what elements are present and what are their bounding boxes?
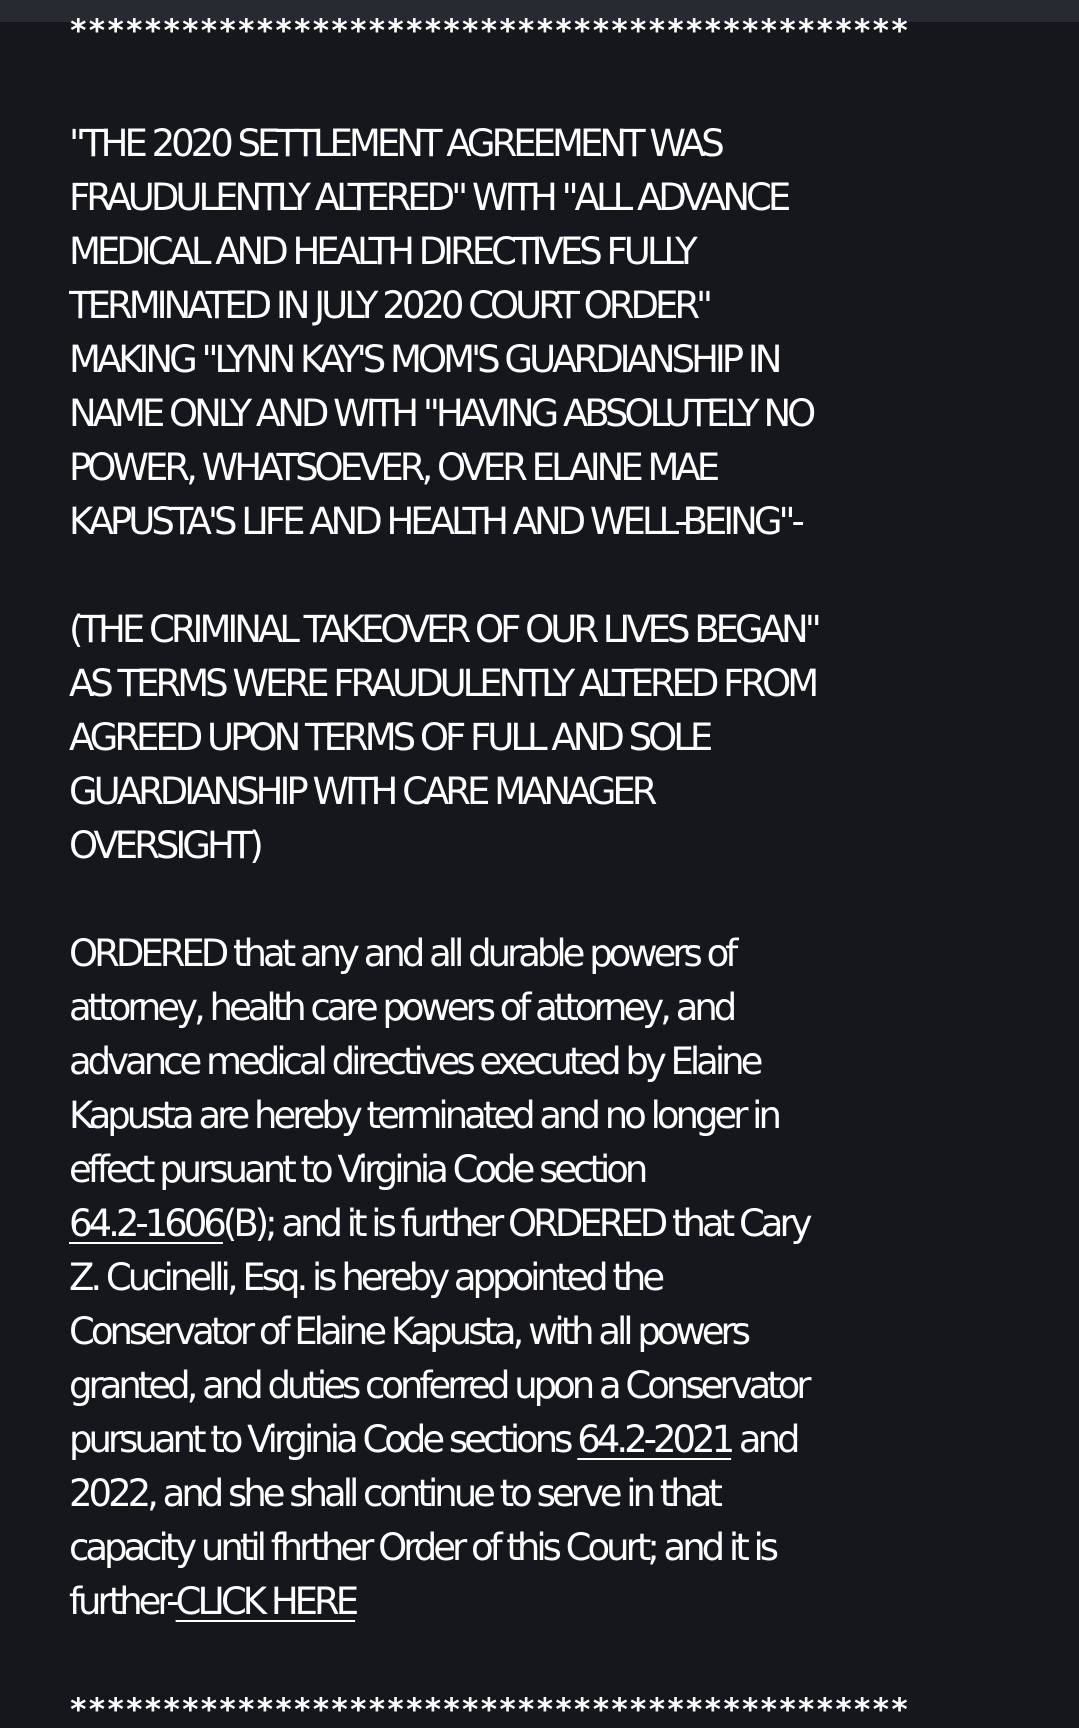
- paragraph-text: and: [731, 1418, 797, 1461]
- paragraph-line: attorney, health care powers of attorney, and: [69, 986, 734, 1029]
- paragraph-line: TERMINATED IN JULY 2020 COURT ORDER": [69, 284, 710, 327]
- paragraph-line: advance medical directives executed by Elaine: [69, 1040, 760, 1083]
- paragraph-settlement-claim: [69, 117, 1059, 549]
- paragraph-line: AGREED UPON TERMS OF FULL AND SOLE: [69, 716, 710, 759]
- paragraph-line: granted, and duties conferred upon a Conservator: [69, 1364, 808, 1407]
- paragraph-line: 2022, and she shall continue to serve in that: [69, 1472, 719, 1515]
- paragraph-line: POWER, WHATSOEVER, OVER ELAINE MAE: [69, 446, 717, 489]
- paragraph-line: MEDICAL AND HEALTH DIRECTIVES FULLY: [69, 230, 694, 273]
- separator-top: *********************************************: [69, 13, 909, 49]
- paragraph-line: AS TERMS WERE FRAUDULENTLY ALTERED FROM: [69, 662, 816, 705]
- paragraph-line: OVERSIGHT): [69, 824, 260, 867]
- paragraph-text: pursuant to Virginia Code sections: [69, 1418, 578, 1461]
- code-link-64-2-2021[interactable]: 64.2-2021: [577, 1418, 732, 1461]
- paragraph-text: (B); and it is further ORDERED that Cary: [222, 1202, 809, 1245]
- paragraph-line: [69, 1197, 1059, 1251]
- paragraph-line: "THE 2020 SETTLEMENT AGREEMENT WAS: [69, 122, 721, 165]
- paragraph-line: Kapusta are hereby terminated and no longer in: [69, 1094, 778, 1137]
- code-link-64-2-1606[interactable]: 64.2-1606: [69, 1202, 223, 1245]
- separator-bottom: *********************************************: [69, 1692, 909, 1728]
- paragraph-line: MAKING "LYNN KAY'S MOM'S GUARDIANSHIP IN: [69, 338, 779, 381]
- paragraph-line: [69, 1575, 1059, 1629]
- paragraph-line: NAME ONLY AND WITH "HAVING ABSOLUTELY NO: [69, 392, 813, 435]
- paragraph-line: capacity until fhrther Order of this Court; and it is: [69, 1526, 776, 1569]
- paragraph-line: Z. Cucinelli, Esq. is hereby appointed the: [69, 1256, 662, 1299]
- paragraph-line: [69, 1413, 1059, 1467]
- paragraph-line: (THE CRIMINAL TAKEOVER OF OUR LIVES BEGAN": [69, 608, 818, 651]
- paragraph-text: further-: [69, 1580, 176, 1623]
- paragraph-line: KAPUSTA'S LIFE AND HEALTH AND WELL-BEING"-: [69, 500, 801, 543]
- paragraph-line: effect pursuant to Virginia Code section: [69, 1148, 645, 1191]
- paragraph-takeover: [69, 603, 1059, 873]
- paragraph-line: Conservator of Elaine Kapusta, with all powers: [69, 1310, 747, 1353]
- click-here-link[interactable]: CLICK HERE: [175, 1580, 356, 1623]
- post-content: [69, 0, 1059, 1728]
- paragraph-line: ORDERED that any and all durable powers of: [69, 932, 735, 975]
- paragraph-line: FRAUDULENTLY ALTERED" WITH "ALL ADVANCE: [69, 176, 788, 219]
- paragraph-court-order: [69, 927, 1059, 1629]
- paragraph-line: GUARDIANSHIP WITH CARE MANAGER: [69, 770, 654, 813]
